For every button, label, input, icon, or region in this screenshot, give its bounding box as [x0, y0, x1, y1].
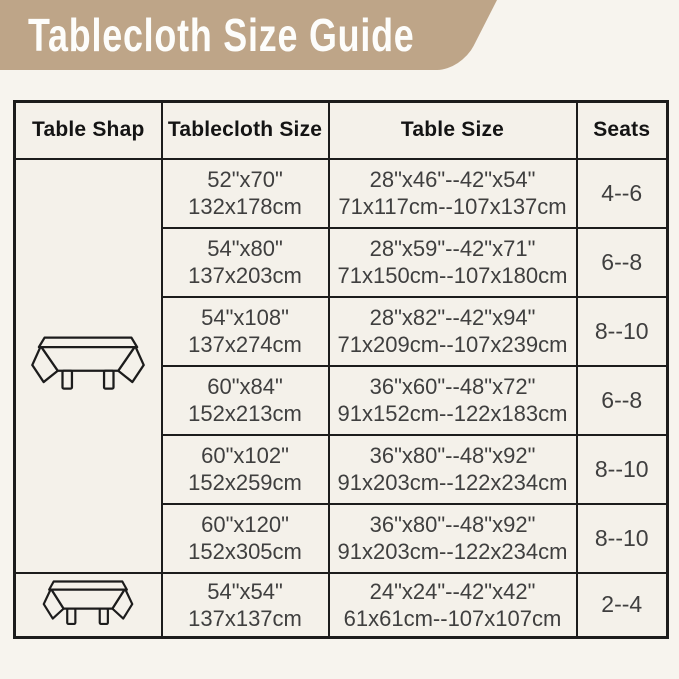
table-header-row — [15, 102, 668, 159]
table-row — [15, 159, 668, 228]
tablecloth-size-cm: 132x178cm — [188, 194, 302, 219]
tablecloth-size-inches: 60"x84" — [207, 374, 283, 399]
seats-cell: 8--10 — [577, 297, 668, 366]
seats-cell: 2--4 — [577, 573, 668, 638]
column-header-table-size: Table Size — [329, 102, 577, 159]
tablecloth-size-cm: 137x203cm — [188, 263, 302, 288]
tablecloth-size-inches: 54"x80" — [207, 236, 283, 261]
tablecloth-size-cell — [162, 504, 329, 573]
tablecloth-size-inches: 60"x120" — [201, 512, 289, 537]
tablecloth-size-cm: 137x137cm — [188, 605, 302, 631]
seats-cell: 6--8 — [577, 228, 668, 297]
table-shape-cell — [15, 159, 162, 573]
tablecloth-size-cm: 137x274cm — [188, 332, 302, 357]
table-size-cm: 71x117cm--107x137cm — [338, 194, 567, 219]
table-size-inches: 24"x24"--42"x42" — [369, 578, 536, 604]
table-row — [15, 573, 668, 638]
table-size-cell — [329, 159, 577, 228]
table-size-cm: 71x150cm--107x180cm — [337, 263, 568, 288]
table-size-inches: 28"x46"--42"x54" — [369, 167, 536, 192]
table-size-cell — [329, 297, 577, 366]
table-size-cell — [329, 573, 577, 638]
table-size-cell — [329, 435, 577, 504]
header-banner — [0, 0, 679, 70]
tablecloth-size-inches: 54"x108" — [201, 305, 289, 330]
column-header-seats: Seats — [577, 102, 668, 159]
table-size-inches: 28"x82"--42"x94" — [369, 305, 536, 330]
seats-cell: 6--8 — [577, 366, 668, 435]
table-shape-cell — [15, 573, 162, 638]
seats-cell: 8--10 — [577, 504, 668, 573]
column-header-table-shape: Table Shap — [15, 102, 162, 159]
table-size-cell — [329, 228, 577, 297]
rectangle-tablecloth-icon — [16, 332, 161, 400]
tablecloth-size-inches: 60"x102" — [201, 443, 289, 468]
table-size-cell — [329, 504, 577, 573]
tablecloth-size-cell — [162, 228, 329, 297]
seats-cell: 8--10 — [577, 435, 668, 504]
table-size-inches: 36"x80"--48"x92" — [369, 443, 536, 468]
table-size-inches: 28"x59"--42"x71" — [369, 236, 536, 261]
tablecloth-size-cell — [162, 435, 329, 504]
table-size-cell — [329, 366, 577, 435]
tablecloth-size-inches: 52"x70" — [207, 167, 283, 192]
table-size-cm: 91x152cm--122x183cm — [337, 401, 568, 426]
table-size-cm: 91x203cm--122x234cm — [337, 470, 568, 495]
tablecloth-size-cell — [162, 297, 329, 366]
column-header-tablecloth-size: Tablecloth Size — [162, 102, 329, 159]
table-size-cm: 61x61cm--107x107cm — [343, 605, 562, 631]
table-size-inches: 36"x60"--48"x72" — [369, 374, 536, 399]
table-size-cm: 91x203cm--122x234cm — [337, 539, 568, 564]
tablecloth-size-cell — [162, 366, 329, 435]
tablecloth-size-cm: 152x259cm — [188, 470, 302, 495]
size-guide-table — [13, 100, 669, 639]
tablecloth-size-cell — [162, 159, 329, 228]
tablecloth-size-cm: 152x213cm — [188, 401, 302, 426]
table-size-cm: 71x209cm--107x239cm — [337, 332, 568, 357]
seats-cell: 4--6 — [577, 159, 668, 228]
tablecloth-size-cell — [162, 573, 329, 638]
tablecloth-size-inches: 54"x54" — [207, 578, 283, 604]
tablecloth-size-cm: 152x305cm — [188, 539, 302, 564]
square-tablecloth-icon — [16, 577, 161, 633]
table-size-inches: 36"x80"--48"x92" — [369, 512, 536, 537]
page-title: Tablecloth Size Guide — [28, 9, 415, 61]
